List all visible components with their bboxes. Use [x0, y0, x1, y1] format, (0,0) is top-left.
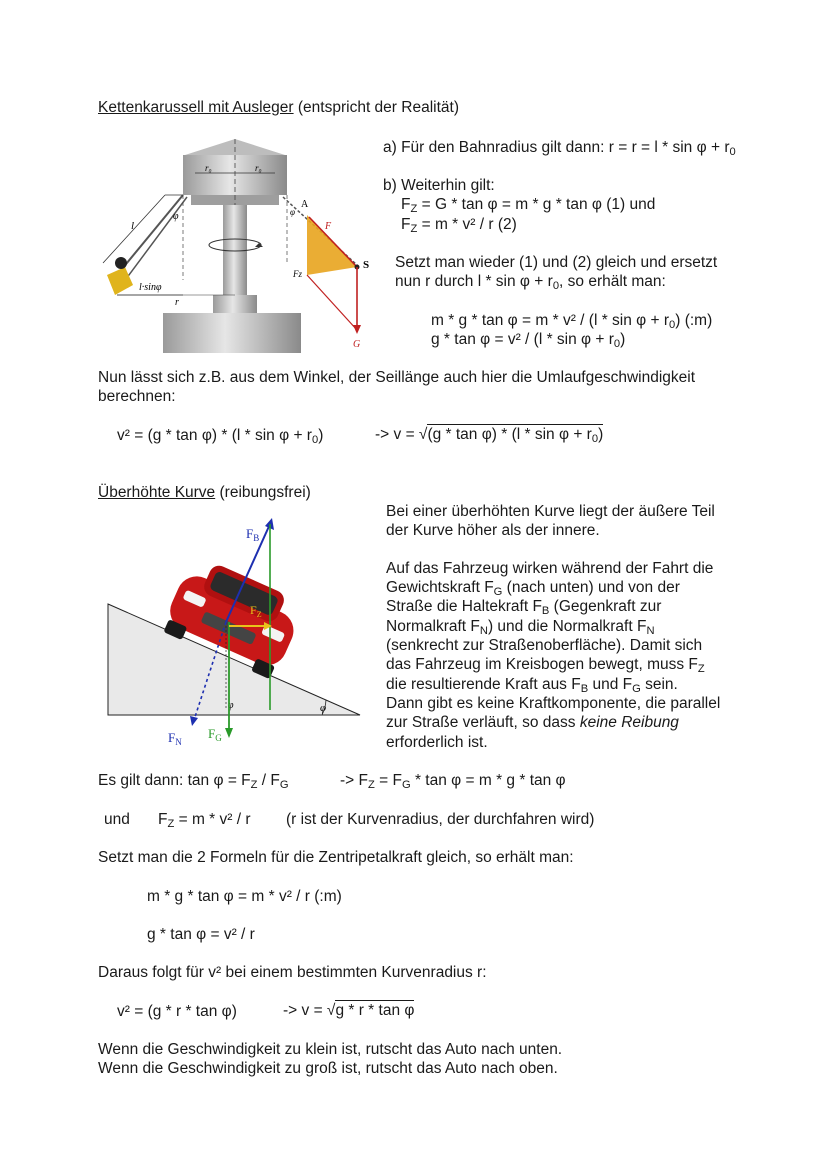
- es-gilt-equation: Es gilt dann: $\tan \varphi = F_Z / F_G$: [98, 772, 289, 791]
- v2-equation: v² = (g * r * tan φ): [117, 1003, 237, 1020]
- chair-seat: [107, 267, 133, 295]
- section1-title-main: Kettenkarussell mit Ausleger: [98, 99, 294, 116]
- phi-label-left: φ: [173, 211, 179, 222]
- l-label: l: [131, 220, 135, 232]
- b-statement: b) Weiterhin gilt:: [383, 177, 495, 194]
- force-triangle: [307, 215, 357, 275]
- F-label: F: [325, 221, 332, 232]
- rider-head: [115, 257, 127, 269]
- Fz-label: Fz: [293, 269, 302, 279]
- r0-left-label: r₀: [205, 163, 212, 173]
- right-text-2: der Kurve höher als der innere.: [386, 522, 600, 539]
- fz-equation: $F_Z = m * v^2 / r$: [158, 811, 251, 830]
- right-text-10: Dann gibt es keine Kraftkomponente, die parallel: [386, 695, 721, 712]
- r-label: r: [175, 297, 179, 308]
- FZ-label: $F_Z$: [250, 603, 262, 619]
- banked-curve-figure: [100, 510, 368, 750]
- equation-2: $F_Z = m * v^2 / r$ (2): [401, 216, 517, 235]
- FN-label: $F_N$: [168, 730, 182, 747]
- right-text-12: erforderlich ist.: [386, 734, 488, 751]
- section2-title-main: Überhöhte Kurve: [98, 484, 216, 501]
- section1-title: [98, 99, 459, 117]
- fz-note: (r ist der Kurvenradius, der durchfahren wird): [286, 811, 595, 828]
- paragraph-nun-2: berechnen:: [98, 388, 176, 405]
- m-equation: m * g * tan φ = m * v² / r (:m): [147, 888, 342, 905]
- phi-ramp-label: φ: [320, 702, 327, 714]
- section2-title-note: (reibungsfrei): [215, 484, 311, 501]
- v-result-equation: -> $v = √(g * \tan \varphi) * (l * \sin \varphi + r_0)$: [375, 426, 604, 445]
- right-text-3: Auf das Fahrzeug wirken während der Fahrt die: [386, 560, 714, 577]
- section1-title-note: (entspricht der Realität): [293, 99, 459, 116]
- equation-3: $m * g * \tan \varphi = m * v^2 / (l * \sin \varphi + r_0)$ (:m): [431, 312, 713, 331]
- g-equation: g * tan φ = v² / r: [147, 926, 255, 943]
- right-text-7: (senkrecht zur Straßenoberfläche). Damit sich: [386, 637, 703, 654]
- paragraph-setzt-2: nun r durch $l * \sin \varphi + r_0$, so erhält man:: [395, 273, 666, 292]
- G-label: G: [353, 339, 361, 350]
- v-result-2: -> v = √g * r * tan φ: [283, 1002, 415, 1019]
- carousel-pillar: [223, 205, 247, 300]
- v-squared-equation: $v^2 = (g * \tan \varphi) * (l * \sin \varphi + r_0)$: [117, 427, 324, 446]
- S-label: S: [363, 259, 370, 271]
- FG-label: $F_G$: [208, 726, 222, 743]
- phi-label-right: φ: [290, 207, 295, 217]
- right-text-8: das Fahrzeug im Kreisbogen bewegt, muss $F_Z$: [386, 656, 705, 675]
- lsinphi-label: l·sinφ: [139, 282, 162, 293]
- right-text-9: die resultierende Kraft aus $F_B$ und $F_G$ sein.: [386, 676, 678, 695]
- fz-fg-equation: -> $F_Z = F_G * \tan \varphi = m * g * \tan \varphi$: [340, 772, 566, 791]
- ending-line-1: Wenn die Geschwindigkeit zu klein ist, rutscht das Auto nach unten.: [98, 1041, 563, 1058]
- right-text-1: Bei einer überhöhten Kurve liegt der äußere Teil: [386, 503, 715, 520]
- phi-car-label: φ: [228, 700, 234, 711]
- right-text-6: Normalkraft $F_N$) und die Normalkraft $F_N$: [386, 618, 655, 637]
- daraus-paragraph: Daraus folgt für v² bei einem bestimmten Kurvenradius r:: [98, 964, 487, 981]
- carousel-base: [163, 313, 301, 353]
- ending-line-2: Wenn die Geschwindigkeit zu groß ist, rutscht das Auto nach oben.: [98, 1060, 558, 1077]
- section2-title: [98, 484, 311, 502]
- und-label: und: [104, 811, 130, 828]
- right-text-11: zur Straße verläuft, so dass keine Reibung: [386, 714, 679, 731]
- FB-label: $F_B$: [246, 526, 260, 543]
- paragraph-setzt-1: Setzt man wieder (1) und (2) gleich und ersetzt: [395, 254, 718, 271]
- right-text-5: Straße die Haltekraft $F_B$ (Gegenkraft zur: [386, 598, 662, 617]
- equation-1: $F_Z = G * \tan \varphi = m * g * \tan \varphi$ (1) und: [401, 196, 656, 215]
- carousel-figure: [95, 135, 375, 360]
- setzt-paragraph: Setzt man die 2 Formeln für die Zentripetalkraft gleich, so erhält man:: [98, 849, 574, 866]
- equation-4: $g * \tan \varphi = v^2 / (l * \sin \varphi + r_0)$: [431, 331, 626, 350]
- A-label: A: [301, 199, 309, 210]
- a-statement: a) Für den Bahnradius gilt dann: $r = r = l * \sin \varphi + r_0$: [383, 139, 736, 158]
- paragraph-nun-1: Nun lässt sich z.B. aus dem Winkel, der Seillänge auch hier die Umlaufgeschwindigkeit: [98, 369, 696, 386]
- right-text-4: Gewichtskraft $F_G$ (nach unten) und von der: [386, 579, 680, 598]
- r0-right-label: r₀: [255, 163, 262, 173]
